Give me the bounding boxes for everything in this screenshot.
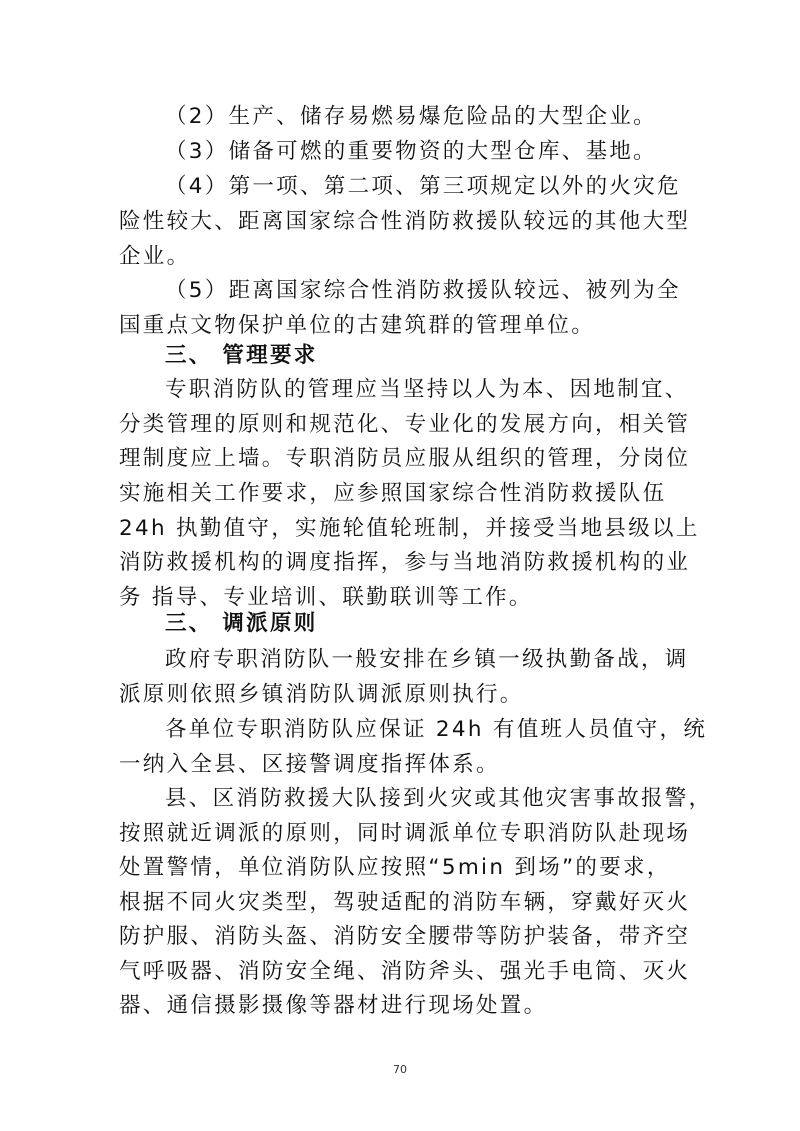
paragraph-line: 按照就近调派的原则，同时调派单位专职消防队赴现场 [119,821,691,846]
section-heading: 三、 调派原则 [165,611,318,636]
paragraph-line: 24h 执勤值守，实施轮值轮班制，并接受当地县级以上 [119,516,700,541]
paragraph-line: 派原则依照乡镇消防队调派原则执行。 [119,682,524,707]
paragraph-line: 器、通信摄影摄像等器材进行现场处置。 [119,993,548,1018]
paragraph-line: 专职消防队的管理应当坚持以人为本、因地制宜、 [165,377,689,402]
paragraph-line: （3）储备可燃的重要物资的大型仓库、基地。 [165,139,657,164]
paragraph-line: 消防救援机构的调度指挥，参与当地消防救援机构的业 [119,550,691,575]
paragraph-line: 防护服、消防头盔、消防安全腰带等防护装备，带齐空 [119,924,691,949]
paragraph-line: 县、区消防救援大队接到火灾或其他灾害事故报警， [165,786,713,811]
paragraph-line: 险性较大、距离国家综合性消防救援队较远的其他大型 [119,209,691,234]
paragraph-line: 一纳入全县、区接警调度指挥体系。 [119,752,500,777]
paragraph-line: 气呼吸器、消防安全绳、消防斧头、强光手电筒、灭火 [119,959,691,984]
paragraph-line: 处置警情，单位消防队应按照“5min 到场”的要求， [119,855,671,880]
section-heading: 三、 管理要求 [165,343,318,368]
paragraph-line: 各单位专职消防队应保证 24h 有值班人员值守，统 [165,717,708,742]
paragraph-line: （5）距离国家综合性消防救援队较远、被列为全 [165,278,681,303]
paragraph-line: 务 指导、专业培训、联勤联训等工作。 [119,585,533,610]
page-number: 70 [393,1063,407,1076]
paragraph-line: 实施相关工作要求，应参照国家综合性消防救援队伍 [119,481,667,506]
paragraph-line: 理制度应上墙。专职消防员应服从组织的管理，分岗位 [119,446,691,471]
paragraph-line: （4）第一项、第二项、第三项规定以外的火灾危 [165,174,681,199]
paragraph-line: 企业。 [119,244,191,269]
paragraph-line: 国重点文物保护单位的古建筑群的管理单位。 [119,313,596,338]
paragraph-line: 分类管理的原则和规范化、专业化的发展方向，相关管 [119,412,691,437]
paragraph-line: （2）生产、储存易燃易爆危险品的大型企业。 [165,104,657,129]
paragraph-line: 根据不同火灾类型，驾驶适配的消防车辆，穿戴好灭火 [119,890,691,915]
paragraph-line: 政府专职消防队一般安排在乡镇一级执勤备战，调 [165,647,689,672]
